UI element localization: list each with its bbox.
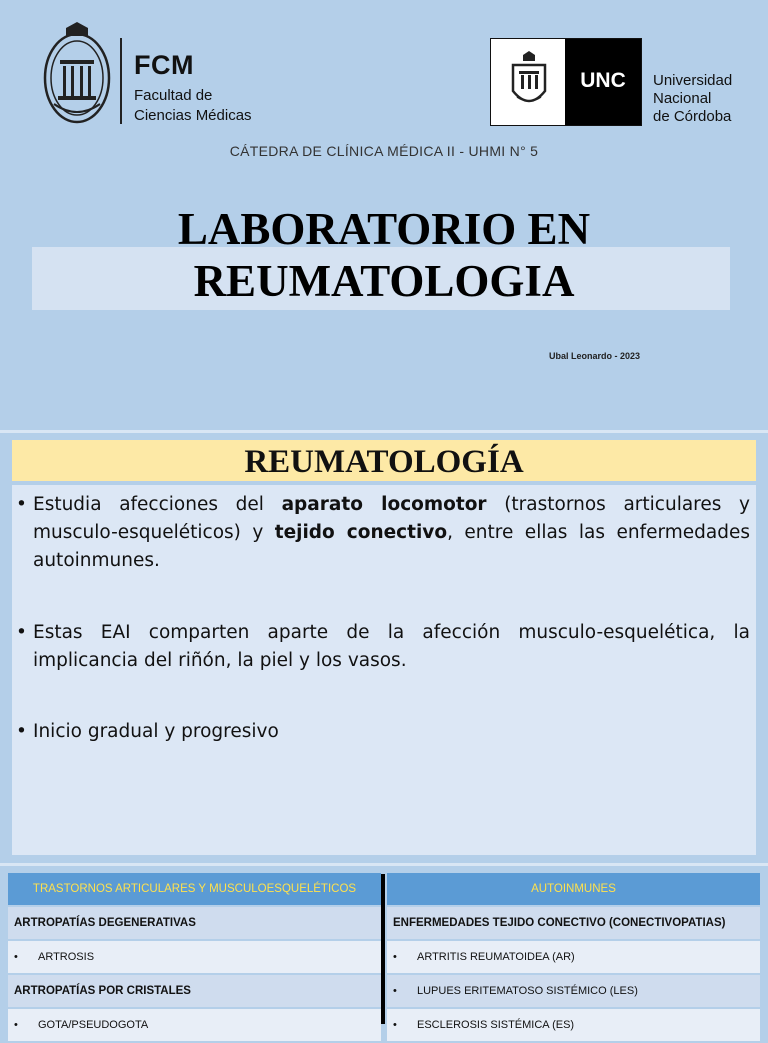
bullet-icon: •	[16, 494, 27, 515]
bullet-icon: •	[16, 721, 27, 742]
slide-title	[0, 203, 768, 307]
header-cell: TRASTORNOS ARTICULARES Y MUSCULOESQUELÉTICOS	[8, 873, 381, 905]
table-cell: • LUPUES ERITEMATOSO SISTÉMICO (LES)	[387, 975, 760, 1007]
table-cell: • ARTRITIS REUMATOIDEA (AR)	[387, 941, 760, 973]
unc-name-line2: Nacional	[653, 90, 712, 107]
unc-abbreviation: UNC	[580, 69, 626, 92]
author-date: Ubal Leonardo - 2023	[549, 351, 641, 361]
title-line1: LABORATORIO EN	[177, 204, 591, 254]
fcm-abbreviation: FCM	[134, 50, 194, 80]
bullet-item	[16, 718, 750, 746]
unc-logo	[490, 38, 642, 126]
catedra-subtitle: CÁTEDRA DE CLÍNICA MÉDICA II - UHMI N° 5	[229, 143, 539, 159]
fcm-seal-icon	[42, 20, 112, 126]
sub-bullet-icon: •	[393, 951, 397, 963]
header-cell: AUTOINMUNES	[387, 873, 760, 905]
reumatologia-slide	[0, 433, 768, 863]
unc-seal-icon	[509, 51, 549, 113]
sub-bullet-icon: •	[393, 1019, 397, 1031]
table-cell: ARTROPATÍAS DEGENERATIVAS	[8, 907, 381, 939]
section-title: REUMATOLOGÍA	[244, 444, 524, 480]
table-cell: ENFERMEDADES TEJIDO CONECTIVO (CONECTIVOPATIAS)	[387, 907, 760, 939]
bullet-text: Estas EAI comparten aparte de la afección musculo-esquelética, la implicancia del riñón, la piel y los vasos.	[33, 622, 750, 671]
bullet-item	[16, 491, 750, 575]
bullet-item	[16, 619, 750, 675]
bullet-text: Inicio gradual y progresivo	[33, 721, 279, 742]
bullet-text: Estudia afecciones del aparato locomotor (trastornos articulares y musculo-esqueléticos) y tejido conectivo, entre ellas las enfermedades autoinmunes.	[33, 494, 750, 571]
fcm-name-line2: Ciencias Médicas	[134, 107, 252, 124]
column-divider	[381, 874, 385, 1024]
sub-bullet-icon: •	[393, 985, 397, 997]
table-cell: • ARTROSIS	[8, 941, 381, 973]
title-line2: REUMATOLOGIA	[193, 256, 575, 306]
bullet-icon: •	[16, 622, 27, 643]
table-cell: • GOTA/PSEUDOGOTA	[8, 1009, 381, 1041]
unc-name-line1: Universidad	[653, 72, 733, 89]
logo-divider	[120, 38, 122, 124]
table-cell: ARTROPATÍAS POR CRISTALES	[8, 975, 381, 1007]
table-cell: • ESCLEROSIS SISTÉMICA (ES)	[387, 1009, 760, 1041]
title-band	[12, 440, 756, 481]
title-slide	[0, 0, 768, 430]
unc-name-line3: de Córdoba	[653, 108, 732, 125]
sub-bullet-icon: •	[14, 951, 18, 963]
unc-name	[653, 72, 732, 126]
fcm-name-line1: Facultad de	[134, 87, 213, 104]
sub-bullet-icon: •	[14, 1019, 18, 1031]
content-box	[12, 485, 756, 855]
fcm-name	[134, 86, 252, 126]
